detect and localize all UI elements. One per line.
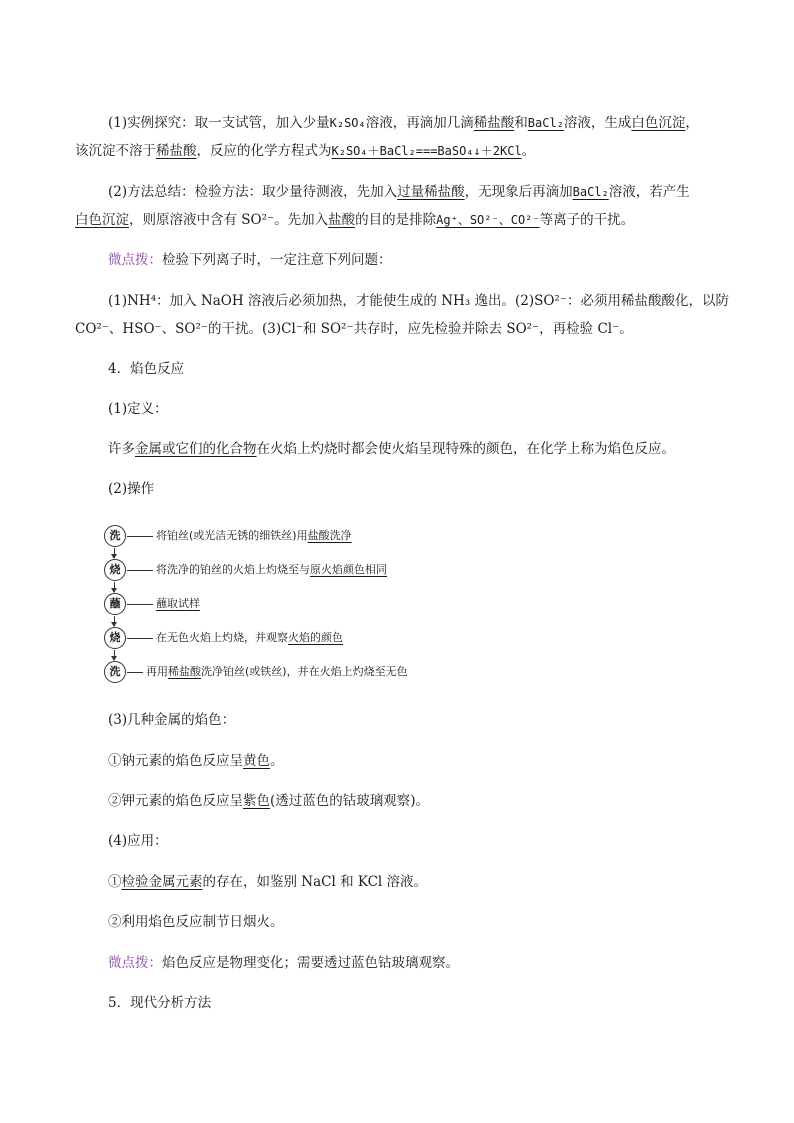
application-1: ①检验金属元素的存在，如鉴别 NaCl 和 KCl 溶液。 xyxy=(108,874,428,890)
tip-1: 微点拨：检验下列离子时，一定注意下列问题： xyxy=(108,252,392,268)
flow-arrow xyxy=(114,616,115,626)
sec5-heading: 5．现代分析方法 xyxy=(108,995,212,1011)
step-text: 将铂丝(或光洁无锈的细铁丝)用盐酸洗净 xyxy=(156,529,352,542)
colors-label: (3)几种金属的焰色： xyxy=(108,712,236,728)
flame-test-flowchart xyxy=(104,520,524,690)
step-circle: 烧 xyxy=(104,627,126,649)
connector xyxy=(127,672,143,673)
connector xyxy=(127,604,153,605)
sodium-color: ①钠元素的焰色反应呈黄色。 xyxy=(108,753,284,769)
flow-arrow xyxy=(114,548,115,558)
tip-2: 微点拨：焰色反应是物理变化；需要透过蓝色钴玻璃观察。 xyxy=(108,955,459,971)
notes-line1: (1)NH⁴：加入 NaOH 溶液后必须加热，才能使生成的 NH₃ 逸出。(2)SO²⁻：必须用稀盐酸酸化，以防 xyxy=(108,293,729,309)
step-circle: 洗 xyxy=(104,661,126,683)
def-text: 许多金属或它们的化合物在火焰上灼烧时都会使火焰呈现特殊的颜色，在化学上称为焰色反应。 xyxy=(108,441,675,457)
app-label: (4)应用： xyxy=(108,833,168,849)
def-label: (1)定义： xyxy=(108,401,168,417)
flow-arrow xyxy=(114,650,115,660)
step-text: 将洗净的铂丝的火焰上灼烧至与原火焰颜色相同 xyxy=(156,563,387,576)
p1-line1: (1)实例探究：取一支试管，加入少量K₂SO₄溶液，再滴加几滴稀盐酸和BaCl₂溶液，生成白色沉淀， xyxy=(108,115,699,131)
op-label: (2)操作 xyxy=(108,481,155,497)
step-text: 在无色火焰上灼烧，并观察火焰的颜色 xyxy=(156,631,343,644)
step-circle: 烧 xyxy=(104,559,126,581)
application-2: ②利用焰色反应制节日烟火。 xyxy=(108,914,284,930)
step-circle: 蘸 xyxy=(104,593,126,615)
sec4-heading: 4．焰色反应 xyxy=(108,361,185,377)
flow-arrow xyxy=(114,582,115,592)
connector xyxy=(127,570,153,571)
connector xyxy=(127,536,153,537)
p2-line2: 白色沉淀，则原溶液中含有 SO²⁻。先加入盐酸的目的是排除Ag⁺、SO²⁻、CO²⁻等离子的干扰。 xyxy=(75,212,635,228)
step-text: 再用稀盐酸洗净铂丝(或铁丝)，并在火焰上灼烧至无色 xyxy=(146,665,408,678)
step-circle: 洗 xyxy=(104,525,126,547)
notes-line2: CO²⁻、HSO⁻、SO²⁻的干扰。(3)Cl⁻和 SO²⁻共存时，应先检验并除去 SO²⁻，再检验 Cl⁻。 xyxy=(75,321,633,337)
step-text: 蘸取试样 xyxy=(156,597,200,610)
p1-line2: 该沉淀不溶于稀盐酸，反应的化学方程式为K₂SO₄＋BaCl₂===BaSO₄↓＋2KCl。 xyxy=(75,143,536,159)
connector xyxy=(127,638,153,639)
p2-line1: (2)方法总结：检验方法：取少量待测液，先加入过量稀盐酸，无现象后再滴加BaCl₂溶液，若产生 xyxy=(108,184,690,200)
potassium-color: ②钾元素的焰色反应呈紫色(透过蓝色的钴玻璃观察)。 xyxy=(108,793,430,809)
